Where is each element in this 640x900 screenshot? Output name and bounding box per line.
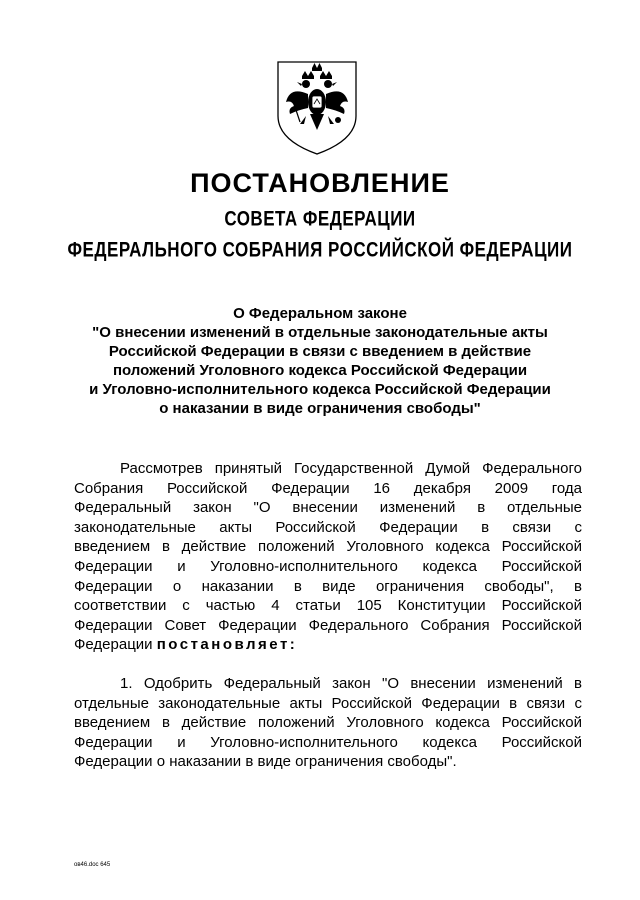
text-line: Федерации и Уголовно-исполнительного кодекса Российской — [74, 557, 582, 575]
text-line: Федерации о наказании в виде ограничения свободы". — [74, 753, 457, 771]
text-line: отдельные законодательные акты Российской Федерации в связи с — [74, 694, 582, 712]
text-line: Собрания Российской Федерации 16 декабря 2009 года — [74, 479, 582, 497]
text-line: соответствии с частью 4 статьи 105 Конституции Российской — [74, 597, 582, 615]
text-line-final — [74, 635, 582, 655]
text-line: 1. Одобрить Федеральный закон "О внесении изменений в — [120, 675, 582, 692]
document-title: ПОСТАНОВЛЕНИЕ — [190, 168, 450, 198]
text-line: введением в действие положений Уголовного кодекса Российской — [74, 538, 582, 556]
issuer-line-2: ФЕДЕРАЛЬНОГО СОБРАНИЯ РОССИЙСКОЙ ФЕДЕРАЦИИ — [67, 237, 573, 262]
text-line: введением в действие положений Уголовного кодекса Российской — [74, 714, 582, 732]
text-line: Рассмотрев принятый Государственной Думой Федерального — [120, 460, 582, 477]
law-title-line: о наказании в виде ограничения свободы" — [159, 400, 481, 417]
law-title-line: Российской Федерации в связи с введением в действие — [108, 343, 532, 360]
law-title-line: положений Уголовного кодекса Российской Федерации — [112, 362, 528, 379]
issuer-line-1: СОВЕТА ФЕДЕРАЦИИ — [224, 206, 416, 231]
text-line: Федерации и Уголовно-исполнительного кодекса Российской — [74, 733, 582, 751]
law-title-line: "О внесении изменений в отдельные законодательные акты — [92, 324, 548, 341]
text-line: Федеральный закон "О внесении изменений в отдельные — [74, 499, 582, 517]
text-line: Федерации о наказании в виде ограничения свободы", в — [74, 577, 582, 595]
double-headed-eagle-icon — [272, 58, 362, 158]
file-reference: ов46.doc 645 — [74, 862, 111, 868]
text-line: законодательные акты Российской Федерации в связи с — [74, 518, 582, 536]
law-title-line: и Уголовно-исполнительного кодекса Российской Федерации — [89, 381, 551, 398]
law-title-line: О Федеральном законе — [233, 305, 407, 322]
text-line: Федерации Совет Федерации Федерального Собрания Российской — [74, 616, 582, 634]
law-title-block — [60, 304, 580, 418]
preamble-paragraph — [74, 459, 582, 655]
coat-of-arms-emblem — [272, 58, 362, 158]
clause-1-paragraph — [74, 674, 582, 772]
last-line-prefix: Федерации — [74, 636, 153, 654]
decree-word: постановляет: — [156, 636, 298, 654]
